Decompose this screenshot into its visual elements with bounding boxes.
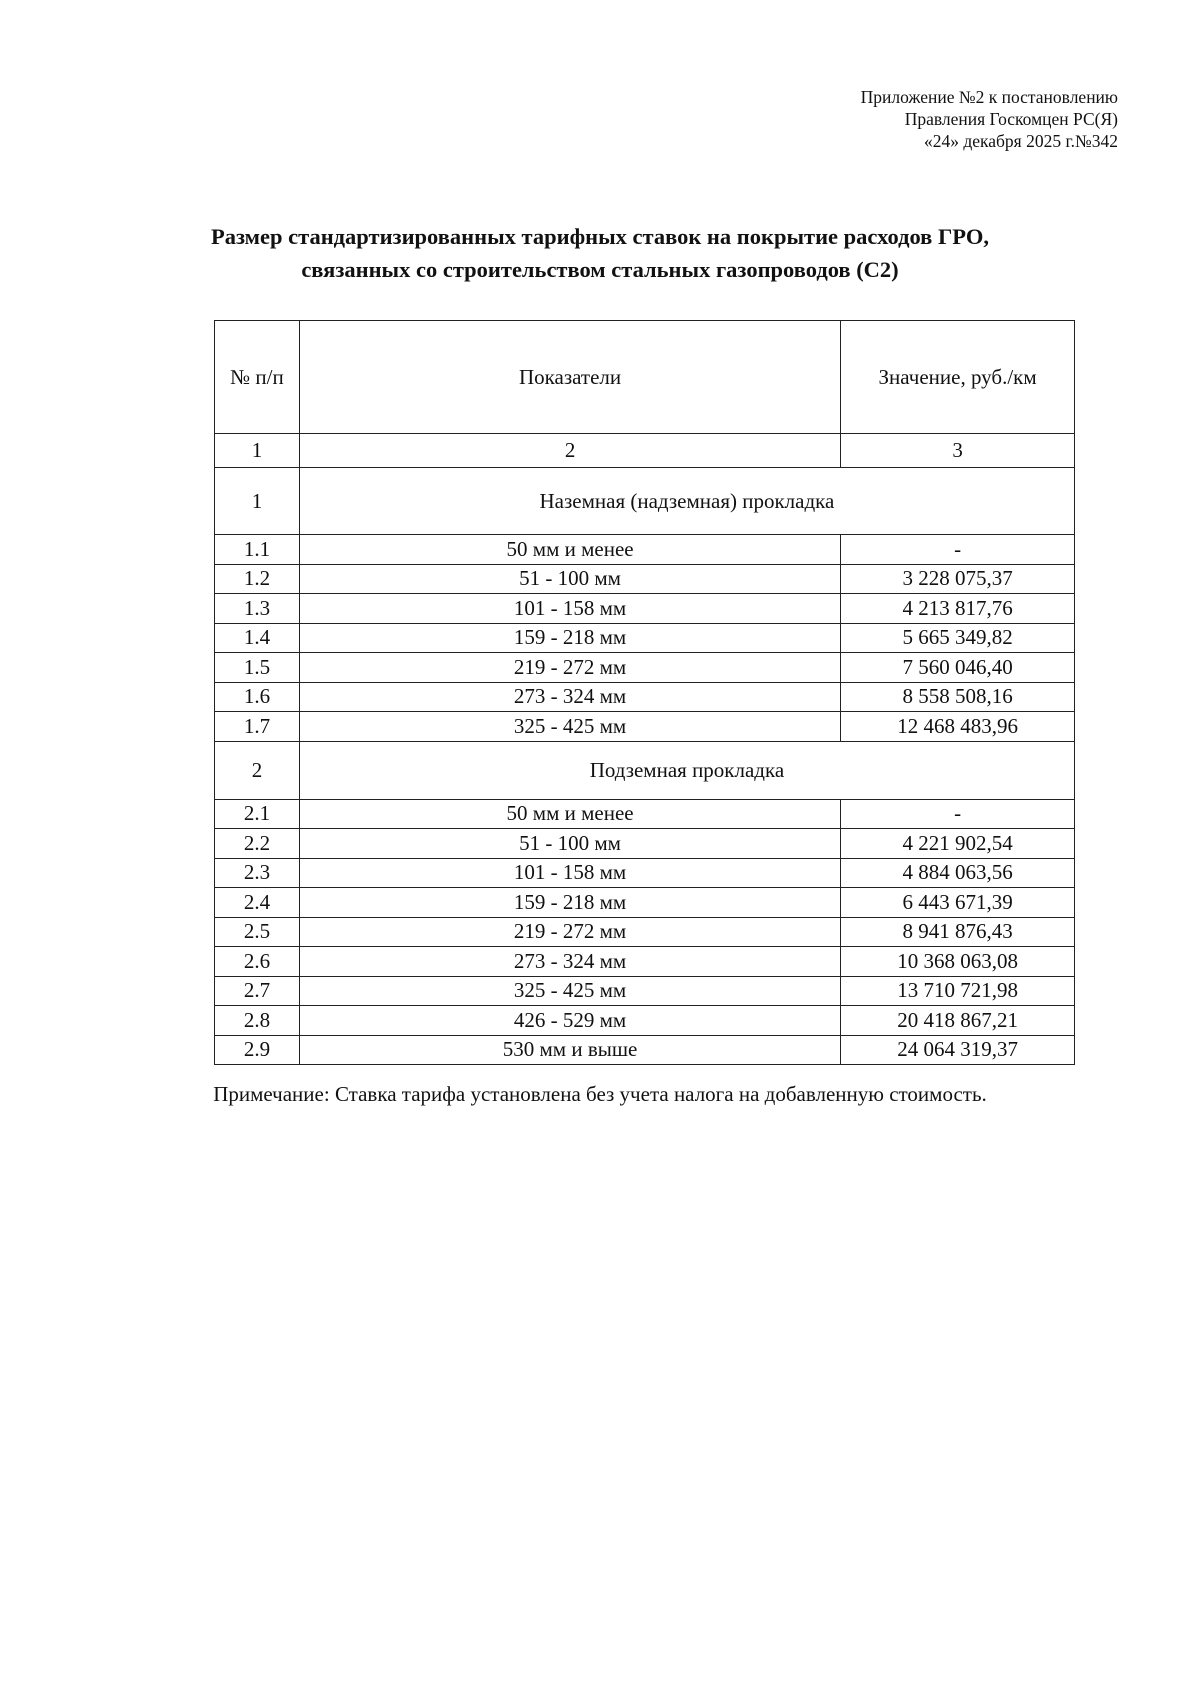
cell-value: 13 710 721,98 (841, 976, 1075, 1006)
cell-num: 1.7 (215, 712, 300, 742)
appendix-line: «24» декабря 2025 г.№342 (923, 131, 1118, 151)
cell-value: 4 884 063,56 (841, 858, 1075, 888)
title-line: Размер стандартизированных тарифных ставок на покрытие расходов ГРО, (210, 224, 990, 249)
table-header-row (215, 321, 1075, 434)
cell-value: 8 558 508,16 (841, 682, 1075, 712)
cell-num: 1.6 (215, 682, 300, 712)
table-row (215, 829, 1075, 859)
table-row (215, 858, 1075, 888)
column-number: 1 (215, 434, 300, 468)
section-label: Наземная (надземная) прокладка (299, 468, 1074, 535)
table-row (215, 1035, 1075, 1065)
cell-indicator: 159 - 218 мм (299, 888, 840, 918)
cell-value: 8 941 876,43 (841, 917, 1075, 947)
cell-num: 2.2 (215, 829, 300, 859)
cell-value: - (841, 535, 1075, 565)
cell-indicator: 530 мм и выше (299, 1035, 840, 1065)
cell-num: 2.4 (215, 888, 300, 918)
cell-num: 1.1 (215, 535, 300, 565)
cell-value: 5 665 349,82 (841, 623, 1075, 653)
footnote: Примечание: Ставка тарифа установлена без учета налога на добавленную стоимость. (213, 1082, 987, 1106)
table-row (215, 594, 1075, 624)
appendix-line: Правления Госкомцен РС(Я) (904, 109, 1118, 129)
column-number: 3 (841, 434, 1075, 468)
appendix-reference (861, 86, 1118, 152)
table-row (215, 799, 1075, 829)
header-indicator: Показатели (299, 321, 840, 434)
cell-num: 2.1 (215, 799, 300, 829)
cell-indicator: 219 - 272 мм (299, 917, 840, 947)
cell-indicator: 101 - 158 мм (299, 594, 840, 624)
cell-indicator: 51 - 100 мм (299, 564, 840, 594)
section-row (215, 468, 1075, 535)
table-row (215, 653, 1075, 683)
table-row (215, 712, 1075, 742)
table-row (215, 917, 1075, 947)
section-label: Подземная прокладка (299, 741, 1074, 799)
column-number: 2 (299, 434, 840, 468)
appendix-line: Приложение №2 к постановлению (860, 87, 1118, 107)
cell-num: 2.3 (215, 858, 300, 888)
cell-num: 2.5 (215, 917, 300, 947)
header-value: Значение, руб./км (841, 321, 1075, 434)
table-row (215, 623, 1075, 653)
table-row (215, 1006, 1075, 1036)
cell-indicator: 426 - 529 мм (299, 1006, 840, 1036)
table-row (215, 976, 1075, 1006)
column-number-row (215, 434, 1075, 468)
section-number: 1 (215, 468, 300, 535)
cell-indicator: 325 - 425 мм (299, 712, 840, 742)
table-row (215, 682, 1075, 712)
cell-value: 7 560 046,40 (841, 653, 1075, 683)
cell-num: 1.4 (215, 623, 300, 653)
section-row (215, 741, 1075, 799)
title-line: связанных со строительством стальных газопроводов (С2) (301, 257, 899, 282)
cell-indicator: 50 мм и менее (299, 799, 840, 829)
cell-num: 2.7 (215, 976, 300, 1006)
cell-indicator: 219 - 272 мм (299, 653, 840, 683)
cell-indicator: 51 - 100 мм (299, 829, 840, 859)
cell-num: 2.8 (215, 1006, 300, 1036)
table-row (215, 564, 1075, 594)
section-number: 2 (215, 741, 300, 799)
cell-num: 1.5 (215, 653, 300, 683)
cell-indicator: 50 мм и менее (299, 535, 840, 565)
cell-value: - (841, 799, 1075, 829)
table-row (215, 888, 1075, 918)
table-row (215, 947, 1075, 977)
cell-num: 2.9 (215, 1035, 300, 1065)
header-num: № п/п (215, 321, 300, 434)
cell-value: 10 368 063,08 (841, 947, 1075, 977)
cell-value: 4 213 817,76 (841, 594, 1075, 624)
cell-num: 2.6 (215, 947, 300, 977)
cell-value: 6 443 671,39 (841, 888, 1075, 918)
cell-indicator: 159 - 218 мм (299, 623, 840, 653)
cell-indicator: 101 - 158 мм (299, 858, 840, 888)
tariff-table (214, 320, 1075, 1065)
cell-indicator: 273 - 324 мм (299, 682, 840, 712)
document-title (0, 220, 1200, 286)
cell-value: 3 228 075,37 (841, 564, 1075, 594)
cell-value: 20 418 867,21 (841, 1006, 1075, 1036)
cell-num: 1.2 (215, 564, 300, 594)
cell-indicator: 273 - 324 мм (299, 947, 840, 977)
cell-num: 1.3 (215, 594, 300, 624)
table-row (215, 535, 1075, 565)
cell-value: 4 221 902,54 (841, 829, 1075, 859)
cell-value: 12 468 483,96 (841, 712, 1075, 742)
cell-value: 24 064 319,37 (841, 1035, 1075, 1065)
cell-indicator: 325 - 425 мм (299, 976, 840, 1006)
